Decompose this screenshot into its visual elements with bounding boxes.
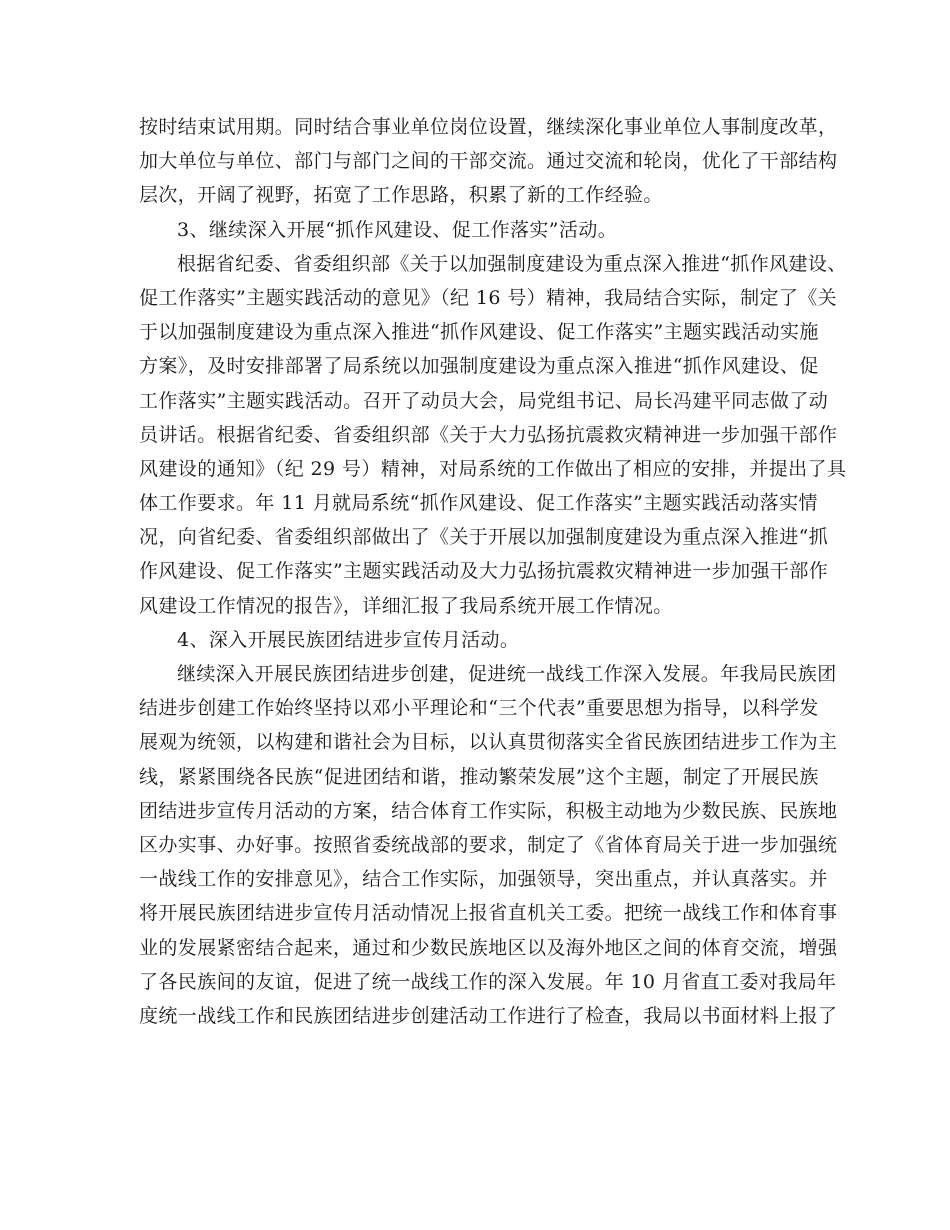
text-line: 工作落实”主题实践活动。召开了动员大会，局党组书记、局长冯建平同志做了动	[139, 389, 829, 412]
text-line: 区办实事、办好事。按照省委统战部的要求，制定了《省体育局关于进一步加强统	[139, 833, 838, 856]
text-line: 加大单位与单位、部门与部门之间的干部交流。通过交流和轮岗，优化了干部结构	[139, 150, 838, 173]
text-line: 根据省纪委、省委组织部《关于以加强制度建设为重点深入推进“抓作风建设、	[177, 252, 847, 275]
text-line: 层次，开阔了视野，拓宽了工作思路，积累了新的工作经验。	[139, 184, 663, 207]
text-line: 线，紧紧围绕各民族“促进团结和谐，推动繁荣发展”这个主题，制定了开展民族	[139, 765, 819, 788]
text-line: 促工作落实”主题实践活动的意见》（纪 16 号）精神，我局结合实际，制定了《关	[139, 286, 838, 309]
text-line: 一战线工作的安排意见》，结合工作实际，加强领导，突出重点，并认真落实。并	[139, 868, 828, 891]
document-body	[139, 110, 847, 1033]
text-line: 风建设的通知》（纪 29 号）精神，对局系统的工作做出了相应的安排，并提出了具	[139, 457, 847, 480]
text-line: 业的发展紧密结合起来，通过和少数民族地区以及海外地区之间的体育交流，增强	[139, 936, 838, 959]
text-line: 团结进步宣传月活动的方案，结合体育工作实际，积极主动地为少数民族、民族地	[139, 799, 838, 822]
text-line: 况，向省纪委、省委组织部做出了《关于开展以加强制度建设为重点深入推进“抓	[139, 526, 829, 549]
text-line: 风建设工作情况的报告》，详细汇报了我局系统开展工作情况。	[139, 594, 673, 617]
text-line: 继续深入开展民族团结进步创建，促进统一战线工作深入发展。年我局民族团	[177, 663, 837, 685]
text-line: 将开展民族团结进步宣传月活动情况上报省直机关工委。把统一战线工作和体育事	[139, 902, 838, 925]
text-line: 度统一战线工作和民族团结进步创建活动工作进行了检查，我局以书面材料上报了	[139, 1004, 838, 1027]
text-line: 按时结束试用期。同时结合事业单位岗位设置，继续深化事业单位人事制度改革，	[139, 116, 838, 138]
text-line: 员讲话。根据省纪委、省委组织部《关于大力弘扬抗震救灾精神进一步加强干部作	[139, 423, 838, 446]
text-line: 展观为统领，以构建和谐社会为目标，以认真贯彻落实全省民族团结进步工作为主	[139, 731, 838, 754]
text-line: 于以加强制度建设为重点深入推进“抓作风建设、促工作落实”主题实践活动实施	[139, 321, 819, 344]
text-line: 结进步创建工作始终坚持以邓小平理论和“三个代表”重要思想为指导，以科学发	[139, 697, 819, 720]
text-line: 方案》，及时安排部署了局系统以加强制度建设为重点深入推进“抓作风建设、促	[139, 355, 819, 378]
text-line: 作风建设、促工作落实”主题实践活动及大力弘扬抗震救灾精神进一步加强干部作	[139, 560, 829, 583]
text-line: 3、继续深入开展“抓作风建设、促工作落实”活动。	[177, 218, 618, 241]
text-line: 4、深入开展民族团结进步宣传月活动。	[177, 628, 520, 651]
text-line: 了各民族间的友谊，促进了统一战线工作的深入发展。年 10 月省直工委对我局年	[139, 970, 837, 993]
text-line: 体工作要求。年 11 月就局系统“抓作风建设、促工作落实”主题实践活动落实情	[139, 492, 818, 515]
